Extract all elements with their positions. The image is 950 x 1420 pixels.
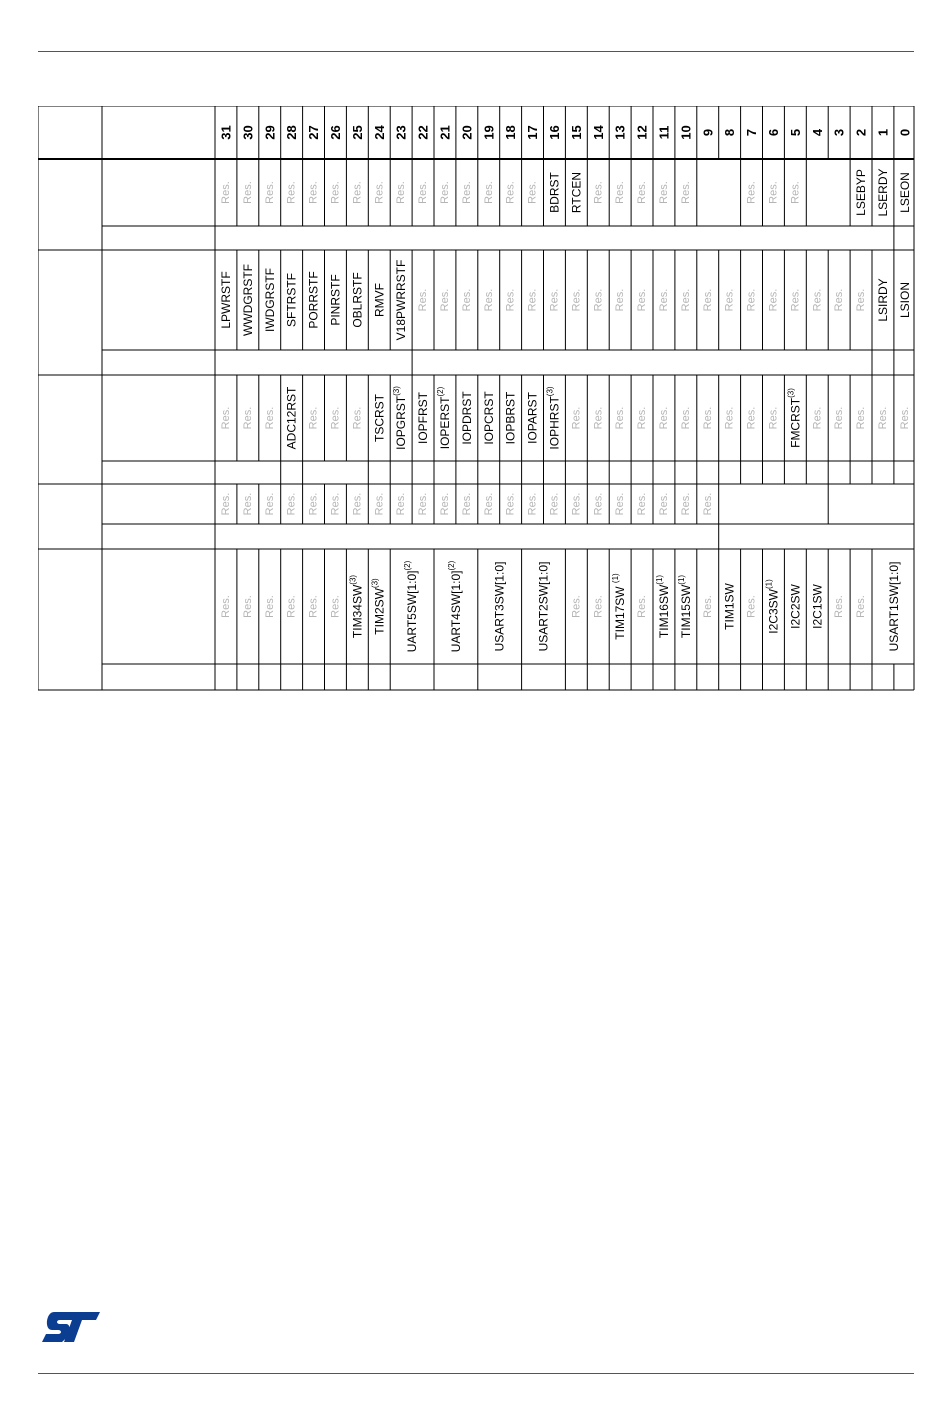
reserved-bit: Res. — [614, 181, 627, 204]
bit-number-11: 11 — [656, 125, 672, 140]
reserved-bit: Res. — [219, 492, 232, 516]
field-sftrstf: SFTRSTF — [284, 273, 299, 327]
field-iopgrst: IOPGRST$^{(3)}$ — [392, 386, 409, 450]
reserved-bit: Res. — [438, 181, 451, 204]
reserved-bit: Res. — [263, 406, 276, 430]
bit-number-29: 29 — [262, 125, 278, 140]
field-fmcrst: FMCRST$^{(3)}$ — [786, 388, 803, 448]
reserved-bit: Res. — [460, 288, 473, 312]
reserved-bit: Res. — [811, 406, 824, 430]
reserved-bit: Res. — [789, 181, 802, 204]
reserved-bit: Res. — [285, 181, 298, 204]
reserved-bit: Res. — [636, 181, 649, 204]
reserved-bit: Res. — [636, 406, 649, 430]
field-tim15sw: TIM15SW$^{(1)}$ — [676, 574, 693, 639]
field-wwdgrstf: WWDGRSTF — [240, 264, 255, 336]
reserved-bit: Res. — [526, 288, 539, 312]
reserved-bit: Res. — [701, 492, 714, 516]
reserved-bit: Res. — [767, 181, 780, 204]
bit-number-3: 3 — [831, 128, 847, 137]
reserved-bit: Res. — [395, 492, 408, 516]
bit-number-13: 13 — [612, 125, 628, 140]
reserved-bit: Res. — [307, 492, 320, 516]
reserved-bit: Res. — [679, 288, 692, 312]
reserved-bit: Res. — [241, 595, 254, 618]
bit-number-19: 19 — [481, 125, 497, 140]
reserved-bit: Res. — [285, 595, 298, 618]
field-usart1sw-1-0: USART1SW[1:0] — [886, 561, 901, 652]
reserved-bit: Res. — [329, 181, 342, 204]
reserved-bit: Res. — [219, 406, 232, 430]
reserved-bit: Res. — [219, 595, 232, 618]
bit-number-15: 15 — [568, 125, 584, 140]
reserved-bit: Res. — [482, 181, 495, 204]
field-uart4sw-1-0: UART4SW[1:0]$^{(2)}$ — [446, 560, 463, 653]
field-iopdrst: IOPDRST — [459, 391, 474, 445]
reserved-bit: Res. — [351, 181, 364, 204]
reserved-bit: Res. — [592, 406, 605, 430]
reserved-bit: Res. — [548, 288, 561, 312]
table-grid — [38, 106, 914, 690]
bit-number-4: 4 — [809, 128, 825, 137]
reserved-bit: Res. — [657, 288, 670, 312]
reserved-bit: Res. — [679, 492, 692, 516]
reserved-bit: Res. — [526, 181, 539, 204]
reserved-bit: Res. — [482, 288, 495, 312]
st-logo — [40, 1310, 104, 1346]
reserved-bit: Res. — [504, 492, 517, 516]
bit-number-22: 22 — [415, 125, 431, 140]
field-lpwrstf: LPWRSTF — [218, 271, 233, 329]
reserved-bit: Res. — [570, 492, 583, 516]
reserved-bit: Res. — [898, 406, 911, 430]
reserved-bit: Res. — [723, 406, 736, 430]
field-usart3sw-1-0: USART3SW[1:0] — [492, 561, 507, 652]
field-tim1sw: TIM1SW — [722, 583, 737, 630]
reserved-bit: Res. — [329, 492, 342, 516]
reserved-bit: Res. — [460, 492, 473, 516]
register-map-table — [38, 106, 915, 692]
field-tscrst: TSCRST — [372, 394, 387, 442]
field-uart5sw-1-0: UART5SW[1:0]$^{(2)}$ — [403, 560, 420, 653]
reserved-bit: Res. — [482, 492, 495, 516]
reserved-bit: Res. — [636, 492, 649, 516]
bit-number-27: 27 — [306, 125, 322, 140]
reserved-bit: Res. — [351, 492, 364, 516]
st-logo-mark — [42, 1312, 100, 1342]
reserved-bit: Res. — [876, 406, 889, 430]
reserved-bit: Res. — [767, 288, 780, 312]
reserved-bit: Res. — [592, 595, 605, 618]
reserved-bit: Res. — [811, 288, 824, 312]
reserved-bit: Res. — [329, 595, 342, 618]
reserved-bit: Res. — [745, 288, 758, 312]
bit-number-8: 8 — [722, 128, 738, 137]
reserved-bit: Res. — [701, 406, 714, 430]
bit-number-28: 28 — [284, 125, 300, 140]
bit-number-21: 21 — [437, 125, 453, 140]
bit-number-9: 9 — [700, 128, 716, 137]
field-lseon: LSEON — [897, 172, 912, 213]
field-v18pwrrstf: V18PWRRSTF — [394, 259, 409, 341]
field-tim34sw: TIM34SW$^{(3)}$ — [348, 574, 365, 639]
reserved-bit: Res. — [833, 406, 846, 430]
reserved-bit: Res. — [241, 181, 254, 204]
reserved-bit: Res. — [679, 181, 692, 204]
reserved-bit: Res. — [285, 492, 298, 516]
reserved-bit: Res. — [307, 181, 320, 204]
reserved-bit: Res. — [351, 406, 364, 430]
header-rule — [38, 51, 914, 52]
reserved-bit: Res. — [855, 288, 868, 312]
reserved-bit: Res. — [460, 181, 473, 204]
reserved-bit: Res. — [504, 288, 517, 312]
field-iopcrst: IOPCRST — [481, 391, 496, 445]
bit-number-12: 12 — [634, 125, 650, 140]
reserved-bit: Res. — [395, 181, 408, 204]
bit-number-7: 7 — [744, 128, 760, 137]
field-lsebyp: LSEBYP — [854, 169, 869, 216]
reserved-bit: Res. — [592, 181, 605, 204]
bit-number-14: 14 — [590, 125, 606, 140]
reserved-bit: Res. — [307, 595, 320, 618]
field-ioperst: IOPERST$^{(2)}$ — [435, 386, 452, 450]
bit-number-23: 23 — [393, 125, 409, 140]
bit-number-0: 0 — [897, 128, 913, 137]
field-i2c1sw: I2C1SW — [810, 584, 825, 629]
bit-number-25: 25 — [349, 125, 365, 140]
reserved-bit: Res. — [373, 181, 386, 204]
reserved-bit: Res. — [373, 492, 386, 516]
reserved-bit: Res. — [570, 288, 583, 312]
bit-number-26: 26 — [327, 125, 343, 140]
reserved-bit: Res. — [745, 406, 758, 430]
bit-number-24: 24 — [371, 125, 387, 140]
reserved-bit: Res. — [614, 288, 627, 312]
reserved-bit: Res. — [241, 406, 254, 430]
field-lsion: LSION — [897, 281, 912, 319]
reserved-bit: Res. — [417, 288, 430, 312]
field-lsirdy: LSIRDY — [875, 278, 890, 322]
reserved-bit: Res. — [636, 288, 649, 312]
field-tim17sw: TIM17SW $^{(1)}$ — [611, 573, 628, 640]
reserved-bit: Res. — [263, 595, 276, 618]
field-tim16sw: TIM16SW$^{(1)}$ — [654, 574, 671, 639]
reserved-bit: Res. — [592, 288, 605, 312]
bit-number-5: 5 — [787, 128, 803, 137]
field-iophrst: IOPHRST$^{(3)}$ — [545, 386, 562, 450]
bit-number-10: 10 — [678, 125, 694, 140]
reserved-bit: Res. — [855, 595, 868, 618]
bit-number-20: 20 — [459, 125, 475, 140]
bit-number-17: 17 — [525, 125, 541, 140]
bit-number-18: 18 — [503, 125, 519, 140]
reserved-bit: Res. — [701, 595, 714, 618]
reserved-bit: Res. — [570, 406, 583, 430]
reserved-bit: Res. — [833, 595, 846, 618]
reserved-bit: Res. — [745, 595, 758, 618]
field-i2c2sw: I2C2SW — [788, 584, 803, 629]
bit-number-2: 2 — [853, 128, 869, 137]
reserved-bit: Res. — [614, 492, 627, 516]
field-adc12rst: ADC12RST — [284, 386, 299, 450]
field-lserdy: LSERDY — [875, 168, 890, 217]
reserved-bit: Res. — [263, 492, 276, 516]
reserved-bit: Res. — [241, 492, 254, 516]
field-rtcen: RTCEN — [569, 171, 584, 214]
field-iopbrst: IOPBRST — [503, 391, 518, 445]
reserved-bit: Res. — [657, 406, 670, 430]
field-i2c3sw: I2C3SW$^{(1)}$ — [764, 579, 781, 634]
reserved-bit: Res. — [833, 288, 846, 312]
reserved-bit: Res. — [570, 595, 583, 618]
reserved-bit: Res. — [679, 406, 692, 430]
field-bdrst: BDRST — [547, 172, 562, 213]
reserved-bit: Res. — [745, 181, 758, 204]
field-tim2sw: TIM2SW$^{(3)}$ — [370, 578, 387, 635]
bit-number-1: 1 — [875, 128, 891, 137]
field-iopfrst: IOPFRST — [416, 391, 431, 445]
reserved-bit: Res. — [657, 181, 670, 204]
footer-rule — [38, 1373, 914, 1374]
reserved-bit: Res. — [614, 406, 627, 430]
reserved-bit: Res. — [767, 406, 780, 430]
reserved-bit: Res. — [526, 492, 539, 516]
reserved-bit: Res. — [307, 406, 320, 430]
reserved-bit: Res. — [701, 288, 714, 312]
reserved-bit: Res. — [219, 181, 232, 204]
reserved-bit: Res. — [417, 492, 430, 516]
reserved-bit: Res. — [329, 406, 342, 430]
bit-number-6: 6 — [765, 128, 781, 137]
field-usart2sw-1-0: USART2SW[1:0] — [536, 561, 551, 652]
bit-number-31: 31 — [218, 125, 234, 140]
reserved-bit: Res. — [417, 181, 430, 204]
field-oblrstf: OBLRSTF — [350, 272, 365, 328]
bit-number-30: 30 — [240, 125, 256, 140]
reserved-bit: Res. — [592, 492, 605, 516]
reserved-bit: Res. — [504, 181, 517, 204]
reserved-bit: Res. — [789, 288, 802, 312]
reserved-bit: Res. — [438, 492, 451, 516]
field-pinrstf: PINRSTF — [328, 274, 343, 326]
reserved-bit: Res. — [438, 288, 451, 312]
bit-number-16: 16 — [546, 125, 562, 140]
reserved-bit: Res. — [855, 406, 868, 430]
field-ioparst: IOPARST — [525, 392, 540, 444]
reserved-bit: Res. — [263, 181, 276, 204]
reserved-bit: Res. — [723, 288, 736, 312]
reserved-bit: Res. — [548, 492, 561, 516]
field-rmvf: RMVF — [372, 283, 387, 317]
reserved-bit: Res. — [657, 492, 670, 516]
field-porrstf: PORRSTF — [306, 271, 321, 329]
reserved-bit: Res. — [636, 595, 649, 618]
field-iwdgrstf: IWDGRSTF — [262, 268, 277, 332]
